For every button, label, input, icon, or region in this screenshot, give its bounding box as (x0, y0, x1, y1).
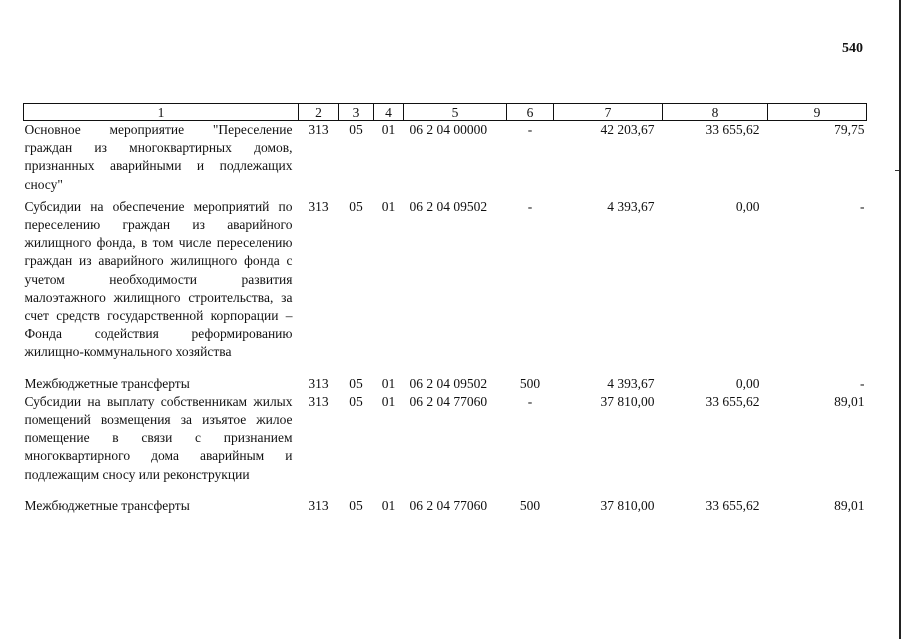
row-col-8: 33 655,62 (705, 393, 760, 409)
header-col-7: 7 (554, 104, 663, 121)
header-col-8: 8 (663, 104, 768, 121)
row-col-3: 05 (349, 198, 363, 214)
row-col-6: 500 (519, 375, 541, 391)
table-row (24, 121, 867, 198)
header-col-1: 1 (24, 104, 299, 121)
row-col-5: 06 2 04 09502 (409, 375, 488, 391)
row-col-9: 89,01 (834, 393, 865, 409)
page-number: 540 (842, 41, 863, 56)
table-row (24, 198, 867, 375)
row-col-7: 42 203,67 (600, 122, 655, 137)
table-header-row (24, 104, 867, 121)
budget-table (23, 103, 867, 515)
row-col-9: 89,01 (834, 497, 865, 513)
row-col-7: 4 393,67 (607, 198, 655, 214)
table-row (24, 393, 867, 497)
row-name: Межбюджетные трансферты (24, 375, 190, 391)
row-col-6: - (527, 198, 533, 214)
header-col-4: 4 (374, 104, 404, 121)
page-edge-line (899, 0, 901, 639)
row-col-3: 05 (349, 375, 363, 391)
row-col-7: 37 810,00 (600, 393, 655, 409)
row-col-8: 33 655,62 (705, 497, 760, 513)
row-name: Основное мероприятие "Переселение граждан из многоквартирных домов, признанных аварийными и подлежащих сносу" (24, 122, 293, 192)
row-col-5: 06 2 04 77060 (409, 497, 488, 513)
row-col-8: 33 655,62 (705, 122, 760, 137)
row-col-2: 313 (308, 497, 329, 513)
row-col-4: 01 (381, 198, 396, 214)
row-name: Субсидии на обеспечение мероприятий по переселению граждан из аварийного жилищного фонда, в том числе переселению граждан из аварийного жилищного фонда с учетом необходимости развития малоэтажного жилищного строительства, за счет средств государственной корпорации – Фонда содействия реформированию жилищно-коммунального хозяйства (24, 198, 293, 360)
row-col-2: 313 (308, 375, 329, 391)
row-col-6: 500 (519, 497, 541, 513)
page-edge-mark (895, 170, 899, 171)
row-col-6: - (527, 393, 533, 409)
row-col-4: 01 (381, 497, 396, 513)
row-col-2: 313 (308, 198, 329, 214)
header-col-3: 3 (339, 104, 374, 121)
row-col-5: 06 2 04 09502 (409, 198, 488, 214)
row-col-3: 05 (349, 497, 363, 513)
row-col-6: - (527, 122, 533, 137)
row-col-4: 01 (381, 393, 396, 409)
row-col-5: 06 2 04 00000 (409, 122, 488, 137)
row-name: Межбюджетные трансферты (24, 497, 190, 513)
header-col-5: 5 (404, 104, 507, 121)
row-col-8: 0,00 (735, 198, 760, 214)
header-col-9: 9 (768, 104, 867, 121)
row-col-7: 4 393,67 (607, 375, 655, 391)
row-col-8: 0,00 (735, 375, 760, 391)
row-col-7: 37 810,00 (600, 497, 655, 513)
row-col-5: 06 2 04 77060 (409, 393, 488, 409)
row-col-4: 01 (381, 122, 396, 137)
row-col-9: - (860, 198, 865, 214)
header-col-6: 6 (507, 104, 554, 121)
row-col-2: 313 (308, 393, 329, 409)
row-col-3: 05 (349, 393, 363, 409)
table-row (24, 497, 867, 515)
row-col-9: - (860, 375, 865, 391)
row-col-4: 01 (381, 375, 396, 391)
row-col-2: 313 (308, 122, 329, 137)
row-col-3: 05 (349, 122, 363, 137)
table-row (24, 375, 867, 393)
row-col-9: 79,75 (834, 122, 865, 137)
header-col-2: 2 (299, 104, 339, 121)
row-name: Субсидии на выплату собственникам жилых помещений возмещения за изъятое жилое помещение в связи с признанием многоквартирного дома аварийным и подлежащим сносу или реконструкции (24, 393, 293, 482)
